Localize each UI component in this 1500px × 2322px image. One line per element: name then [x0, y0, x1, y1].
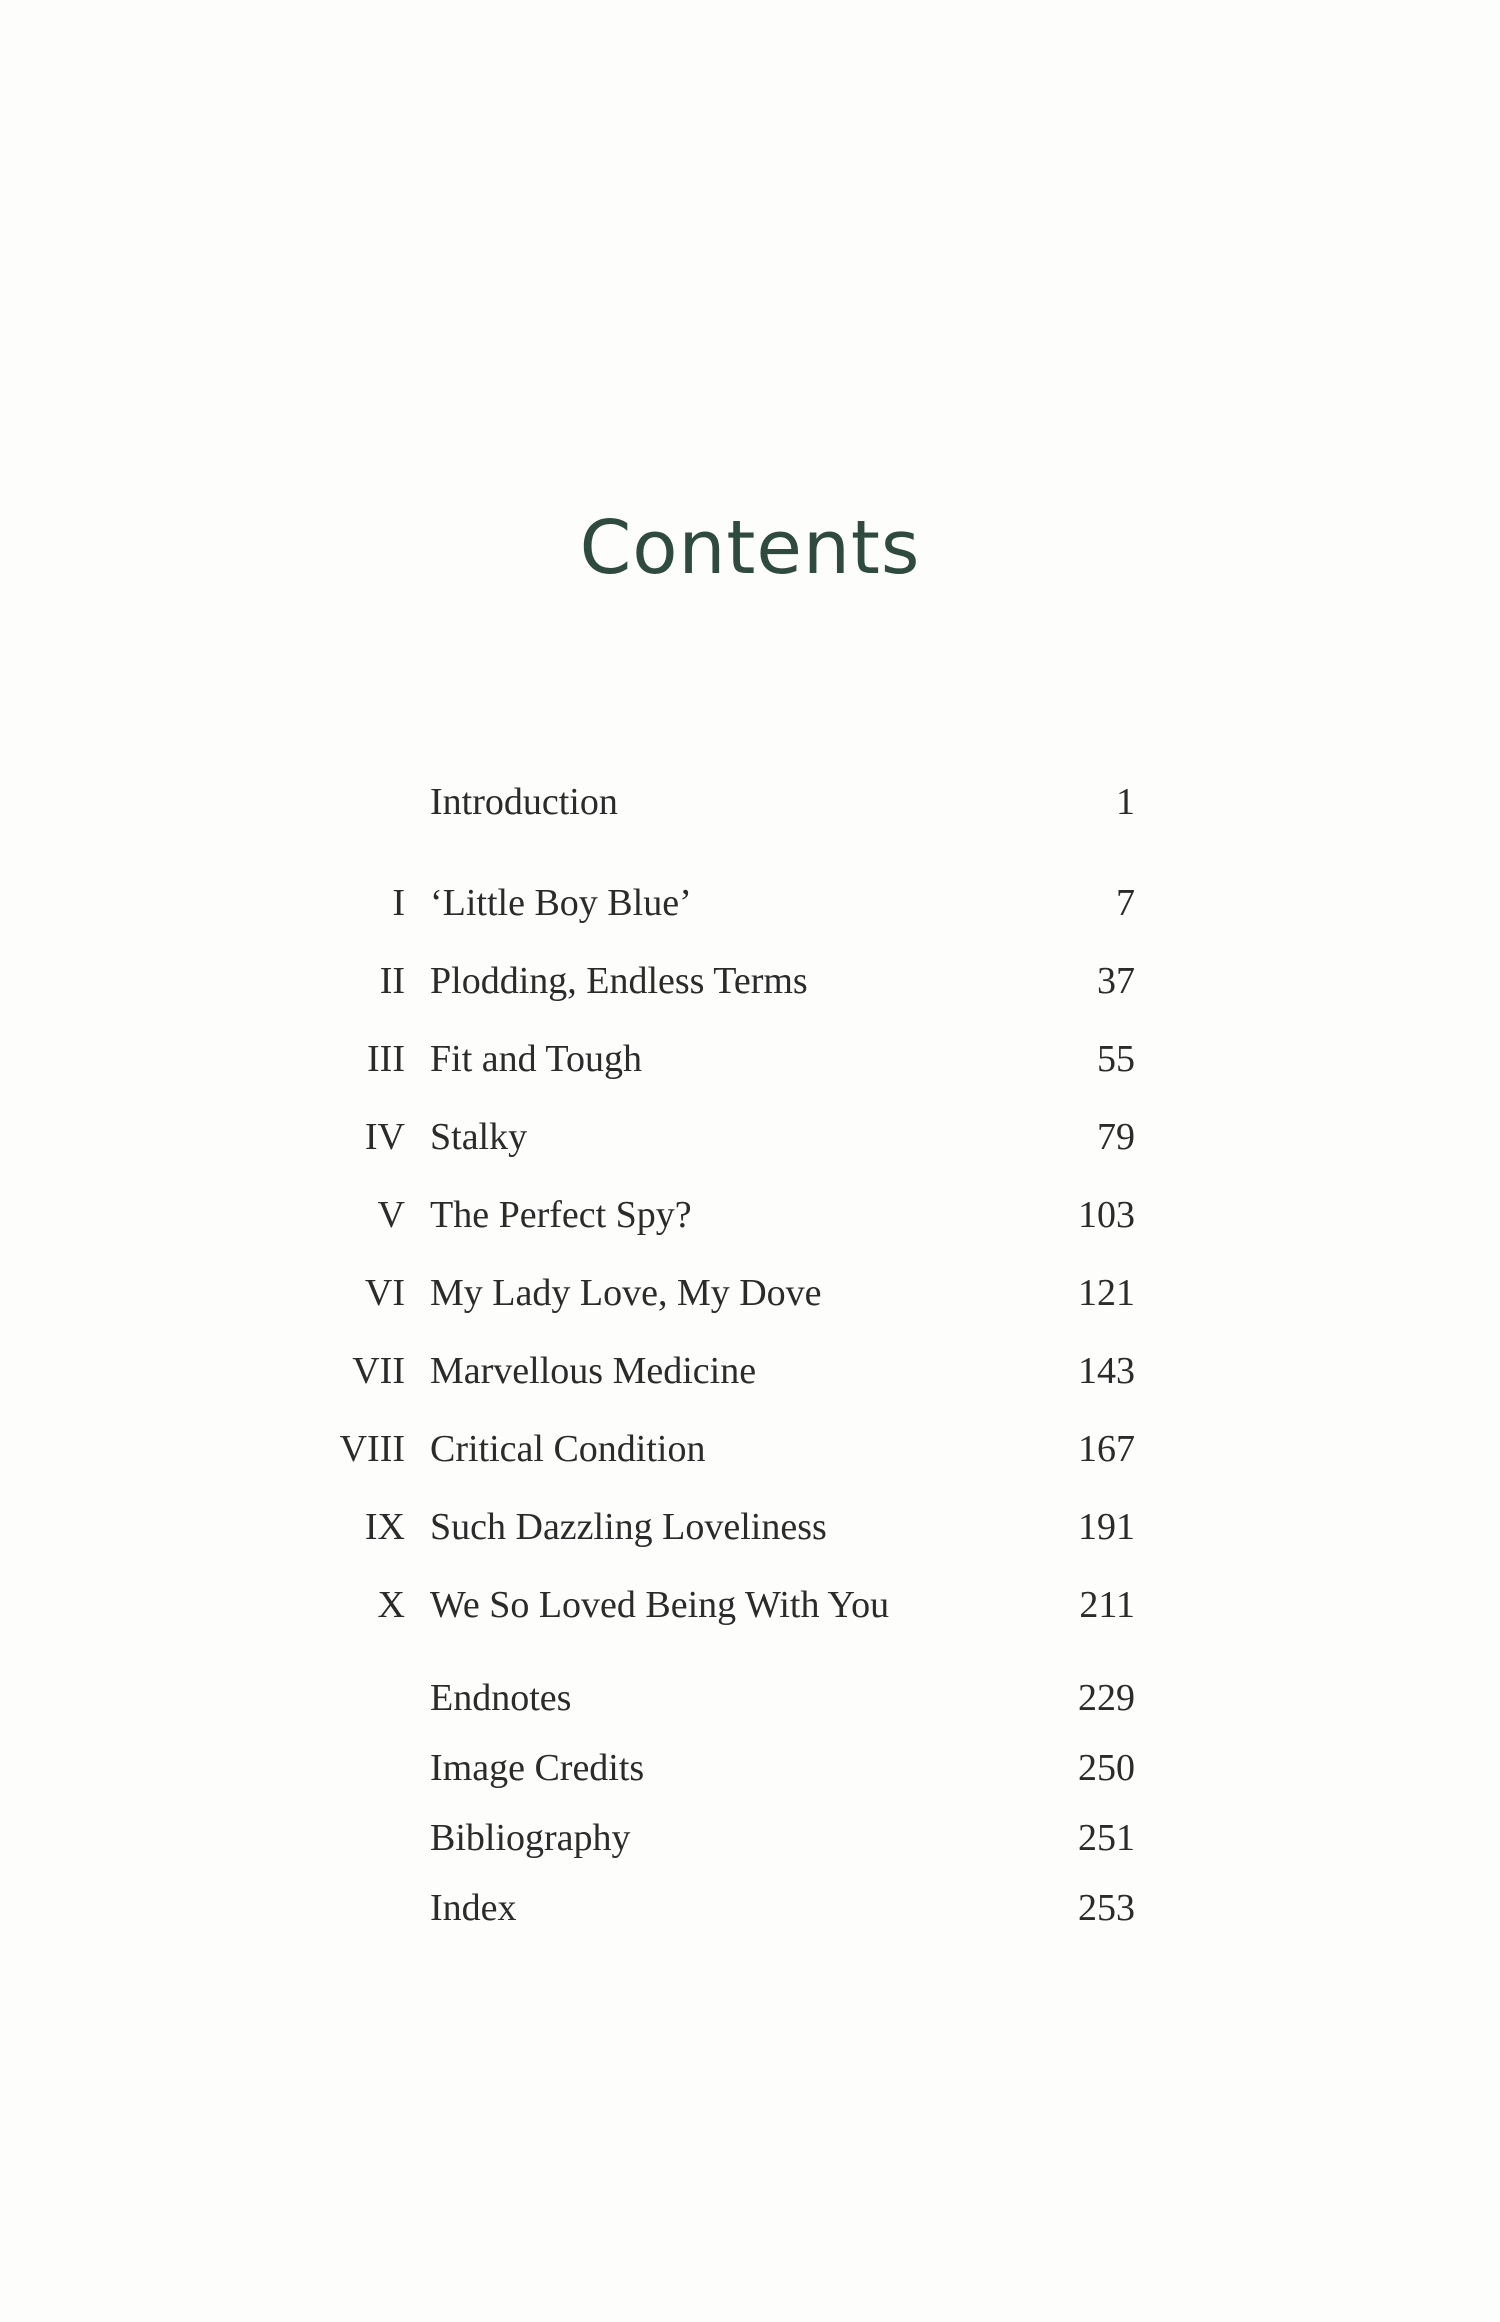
- page-number: 121: [1078, 1272, 1135, 1314]
- page-number: 37: [1097, 960, 1135, 1002]
- page-number: 253: [1078, 1887, 1135, 1929]
- page-number: 143: [1078, 1350, 1135, 1392]
- page-title: Contents: [579, 505, 921, 591]
- page-number: 79: [1097, 1116, 1135, 1158]
- toc-entry-chapter-9[interactable]: [0, 1497, 1500, 1557]
- toc-entry-chapter-5[interactable]: [0, 1185, 1500, 1245]
- entry-title: Marvellous Medicine: [430, 1350, 757, 1392]
- entry-title: Stalky: [430, 1116, 528, 1158]
- chapter-numeral: III: [367, 1038, 405, 1080]
- toc-entry-chapter-4[interactable]: [0, 1107, 1500, 1167]
- page-number: 191: [1078, 1506, 1135, 1548]
- page-number: 229: [1078, 1677, 1135, 1719]
- toc-entry-chapter-1[interactable]: [0, 873, 1500, 933]
- toc-entry-endnotes[interactable]: [0, 1668, 1500, 1728]
- chapter-numeral: II: [379, 960, 405, 1002]
- toc-entry-chapter-2[interactable]: [0, 951, 1500, 1011]
- entry-title: Plodding, Endless Terms: [430, 960, 808, 1002]
- entry-title: My Lady Love, My Dove: [430, 1272, 822, 1314]
- entry-title: Fit and Tough: [430, 1038, 642, 1080]
- page-number: 1: [1116, 781, 1135, 823]
- chapter-numeral: V: [377, 1194, 405, 1236]
- toc-entry-chapter-10[interactable]: [0, 1575, 1500, 1635]
- page-number: 103: [1078, 1194, 1135, 1236]
- entry-title: Bibliography: [430, 1817, 631, 1859]
- chapter-numeral: I: [392, 882, 405, 924]
- entry-title: The Perfect Spy?: [430, 1194, 692, 1236]
- entry-title: ‘Little Boy Blue’: [430, 882, 692, 924]
- entry-title: We So Loved Being With You: [430, 1584, 890, 1626]
- page-number: 250: [1078, 1747, 1135, 1789]
- entry-title: Such Dazzling Loveliness: [430, 1506, 827, 1548]
- page-number: 167: [1078, 1428, 1135, 1470]
- toc-entry-chapter-3[interactable]: [0, 1029, 1500, 1089]
- toc-entry-index[interactable]: [0, 1878, 1500, 1938]
- entry-title: Introduction: [430, 781, 618, 823]
- chapter-numeral: VI: [364, 1272, 405, 1314]
- entry-title: Critical Condition: [430, 1428, 706, 1470]
- entry-title: Image Credits: [430, 1747, 645, 1789]
- page-number: 251: [1078, 1817, 1135, 1859]
- chapter-numeral: IX: [364, 1506, 405, 1548]
- chapter-numeral: VIII: [339, 1428, 405, 1470]
- chapter-numeral: IV: [364, 1116, 405, 1158]
- toc-entry-chapter-7[interactable]: [0, 1341, 1500, 1401]
- toc-entry-bibliography[interactable]: [0, 1808, 1500, 1868]
- toc-entry-introduction[interactable]: [0, 772, 1500, 832]
- entry-title: Index: [430, 1887, 517, 1929]
- entry-title: Endnotes: [430, 1677, 572, 1719]
- page-number: 7: [1116, 882, 1135, 924]
- toc-entry-chapter-8[interactable]: [0, 1419, 1500, 1479]
- toc-entry-image-credits[interactable]: [0, 1738, 1500, 1798]
- chapter-numeral: VII: [352, 1350, 405, 1392]
- toc-entry-chapter-6[interactable]: [0, 1263, 1500, 1323]
- chapter-numeral: X: [377, 1584, 405, 1626]
- page-number: 211: [1079, 1584, 1135, 1626]
- page-number: 55: [1097, 1038, 1135, 1080]
